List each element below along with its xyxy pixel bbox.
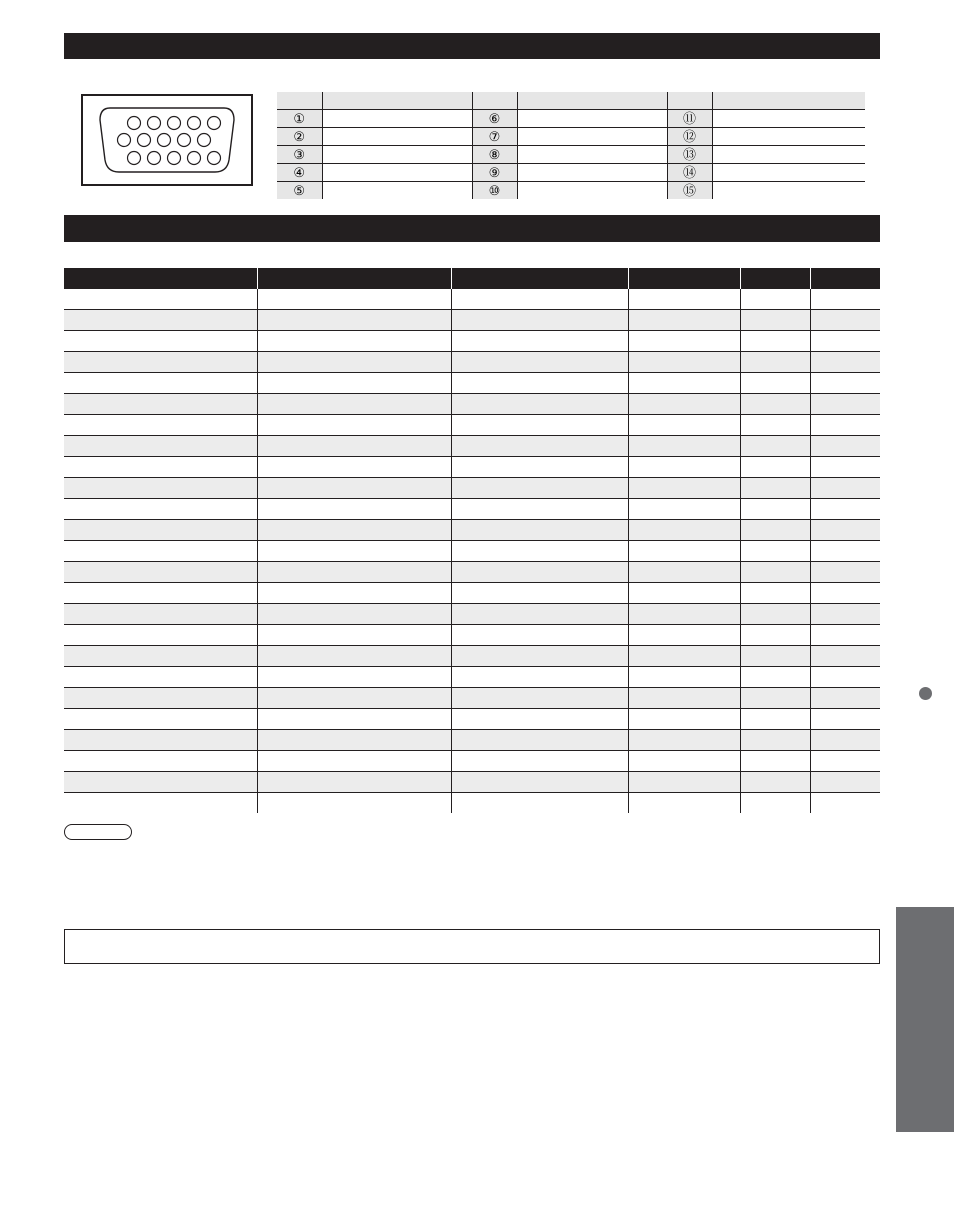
table-cell	[64, 436, 257, 457]
table-cell	[810, 667, 880, 688]
table-cell	[810, 457, 880, 478]
table-cell	[64, 394, 257, 415]
table-cell	[64, 688, 257, 709]
table-row	[64, 457, 880, 478]
table-row	[64, 331, 880, 352]
table-cell	[810, 541, 880, 562]
table-cell	[628, 751, 740, 772]
table-cell	[740, 331, 810, 352]
table-cell	[628, 352, 740, 373]
table-cell	[628, 604, 740, 625]
input-signal-table	[64, 268, 880, 813]
table-row	[277, 128, 865, 146]
d-sub-connector-diagram	[81, 94, 253, 186]
table-cell	[451, 352, 628, 373]
table-cell	[740, 667, 810, 688]
table-cell	[810, 373, 880, 394]
table-cell	[740, 457, 810, 478]
table-cell	[451, 604, 628, 625]
table-cell	[740, 436, 810, 457]
table-row	[64, 373, 880, 394]
section-header-bar	[64, 33, 880, 59]
table-cell	[257, 604, 451, 625]
pin-number: ⑦	[472, 128, 517, 146]
table-cell	[740, 688, 810, 709]
table-cell	[740, 793, 810, 814]
pin-number: ⑨	[472, 164, 517, 182]
table-row	[64, 604, 880, 625]
table-cell	[257, 457, 451, 478]
table-cell	[64, 352, 257, 373]
table-cell	[64, 331, 257, 352]
table-cell	[740, 604, 810, 625]
table-cell	[451, 478, 628, 499]
table-cell	[64, 541, 257, 562]
table-cell	[810, 310, 880, 331]
table-row	[64, 289, 880, 310]
table-row	[64, 709, 880, 730]
pin-number: ②	[277, 128, 322, 146]
table-cell	[628, 625, 740, 646]
table-cell	[740, 583, 810, 604]
table-cell	[64, 520, 257, 541]
table-cell	[257, 331, 451, 352]
side-tab	[896, 907, 954, 1132]
table-cell	[64, 457, 257, 478]
table-cell	[810, 793, 880, 814]
table-cell	[451, 499, 628, 520]
table-cell	[740, 289, 810, 310]
table-cell	[257, 772, 451, 793]
table-cell	[64, 751, 257, 772]
table-cell	[257, 352, 451, 373]
table-cell	[740, 478, 810, 499]
table-cell	[257, 310, 451, 331]
table-row	[277, 146, 865, 164]
table-row	[64, 793, 880, 814]
table-cell	[257, 709, 451, 730]
table-cell	[451, 709, 628, 730]
table-cell	[740, 352, 810, 373]
table-cell	[740, 772, 810, 793]
table-cell	[810, 646, 880, 667]
table-cell	[740, 646, 810, 667]
table-cell	[810, 604, 880, 625]
note-label	[64, 824, 132, 840]
pin-number: ⑮	[667, 182, 712, 200]
table-cell	[810, 772, 880, 793]
bullet-icon	[919, 687, 932, 700]
table-cell	[257, 520, 451, 541]
table-cell	[257, 751, 451, 772]
table-cell	[451, 562, 628, 583]
table-cell	[451, 646, 628, 667]
table-row	[64, 772, 880, 793]
table-cell	[64, 310, 257, 331]
signal-table-header	[64, 268, 880, 289]
table-cell	[451, 772, 628, 793]
table-cell	[810, 520, 880, 541]
table-cell	[64, 604, 257, 625]
table-cell	[257, 289, 451, 310]
table-row	[64, 625, 880, 646]
table-cell	[64, 667, 257, 688]
table-cell	[740, 625, 810, 646]
table-cell	[257, 373, 451, 394]
table-cell	[740, 562, 810, 583]
table-cell	[628, 688, 740, 709]
pin-number: ⑥	[472, 110, 517, 128]
pin-table-header	[277, 92, 865, 110]
d-sub-connector-icon	[83, 96, 251, 184]
table-cell	[257, 415, 451, 436]
table-cell	[257, 436, 451, 457]
table-row	[64, 730, 880, 751]
table-cell	[451, 373, 628, 394]
table-cell	[810, 709, 880, 730]
pin-number: ①	[277, 110, 322, 128]
table-cell	[257, 583, 451, 604]
table-cell	[810, 583, 880, 604]
table-cell	[740, 730, 810, 751]
table-cell	[810, 688, 880, 709]
table-cell	[740, 415, 810, 436]
table-cell	[451, 541, 628, 562]
table-row	[277, 164, 865, 182]
table-cell	[740, 394, 810, 415]
table-cell	[740, 751, 810, 772]
table-cell	[810, 394, 880, 415]
table-cell	[257, 667, 451, 688]
table-cell	[628, 583, 740, 604]
table-cell	[628, 562, 740, 583]
table-cell	[257, 394, 451, 415]
table-cell	[257, 541, 451, 562]
table-cell	[451, 310, 628, 331]
table-cell	[64, 583, 257, 604]
table-row	[64, 541, 880, 562]
table-row	[277, 110, 865, 128]
table-cell	[451, 457, 628, 478]
table-cell	[810, 478, 880, 499]
pin-number: ⑪	[667, 110, 712, 128]
table-cell	[64, 625, 257, 646]
pin-number: ⑩	[472, 182, 517, 200]
table-row	[64, 352, 880, 373]
table-cell	[810, 625, 880, 646]
table-cell	[257, 562, 451, 583]
table-cell	[451, 331, 628, 352]
table-cell	[257, 625, 451, 646]
table-cell	[64, 373, 257, 394]
table-cell	[628, 667, 740, 688]
table-cell	[810, 751, 880, 772]
table-cell	[64, 730, 257, 751]
pin-number: ④	[277, 164, 322, 182]
table-cell	[451, 688, 628, 709]
signal-table-body	[64, 289, 880, 813]
table-cell	[64, 499, 257, 520]
table-row	[64, 478, 880, 499]
pin-number: ③	[277, 146, 322, 164]
table-cell	[257, 499, 451, 520]
table-cell	[451, 667, 628, 688]
table-cell	[451, 520, 628, 541]
table-row	[64, 520, 880, 541]
table-cell	[628, 289, 740, 310]
table-row	[64, 583, 880, 604]
table-cell	[810, 499, 880, 520]
table-cell	[628, 436, 740, 457]
table-row	[64, 751, 880, 772]
table-row	[64, 310, 880, 331]
table-row	[64, 499, 880, 520]
table-row	[64, 562, 880, 583]
table-cell	[628, 520, 740, 541]
pin-number: ⑫	[667, 128, 712, 146]
table-cell	[451, 289, 628, 310]
table-cell	[64, 772, 257, 793]
pin-number: ⑧	[472, 146, 517, 164]
table-cell	[740, 310, 810, 331]
table-row	[64, 394, 880, 415]
table-cell	[628, 331, 740, 352]
table-cell	[810, 730, 880, 751]
table-cell	[64, 562, 257, 583]
table-cell	[451, 583, 628, 604]
table-row	[64, 436, 880, 457]
table-cell	[64, 709, 257, 730]
table-cell	[64, 793, 257, 814]
table-cell	[64, 415, 257, 436]
table-row	[277, 182, 865, 200]
table-cell	[64, 478, 257, 499]
table-cell	[810, 289, 880, 310]
table-cell	[257, 730, 451, 751]
table-cell	[257, 688, 451, 709]
table-cell	[257, 793, 451, 814]
table-cell	[257, 478, 451, 499]
table-cell	[628, 793, 740, 814]
table-cell	[740, 499, 810, 520]
table-cell	[451, 394, 628, 415]
table-row	[64, 688, 880, 709]
table-cell	[810, 415, 880, 436]
pin-assignment-table	[277, 92, 865, 199]
table-cell	[628, 709, 740, 730]
table-cell	[810, 331, 880, 352]
pin-number: ⑤	[277, 182, 322, 200]
pin-number: ⑭	[667, 164, 712, 182]
table-cell	[64, 289, 257, 310]
table-cell	[740, 520, 810, 541]
table-row	[64, 667, 880, 688]
table-cell	[628, 730, 740, 751]
table-cell	[628, 499, 740, 520]
table-cell	[740, 373, 810, 394]
table-cell	[451, 436, 628, 457]
table-cell	[628, 478, 740, 499]
table-cell	[628, 457, 740, 478]
table-cell	[628, 415, 740, 436]
table-cell	[628, 772, 740, 793]
table-cell	[628, 394, 740, 415]
table-cell	[451, 730, 628, 751]
table-row	[64, 415, 880, 436]
table-cell	[451, 625, 628, 646]
table-cell	[740, 709, 810, 730]
table-row	[64, 646, 880, 667]
table-cell	[64, 646, 257, 667]
table-cell	[810, 436, 880, 457]
table-cell	[810, 562, 880, 583]
table-cell	[628, 541, 740, 562]
table-cell	[740, 541, 810, 562]
table-cell	[810, 352, 880, 373]
table-cell	[628, 373, 740, 394]
table-cell	[257, 646, 451, 667]
table-cell	[628, 646, 740, 667]
section-header-bar	[64, 215, 880, 242]
info-box	[64, 929, 880, 964]
table-cell	[451, 793, 628, 814]
table-cell	[451, 415, 628, 436]
pin-number: ⑬	[667, 146, 712, 164]
table-cell	[628, 310, 740, 331]
table-cell	[451, 751, 628, 772]
